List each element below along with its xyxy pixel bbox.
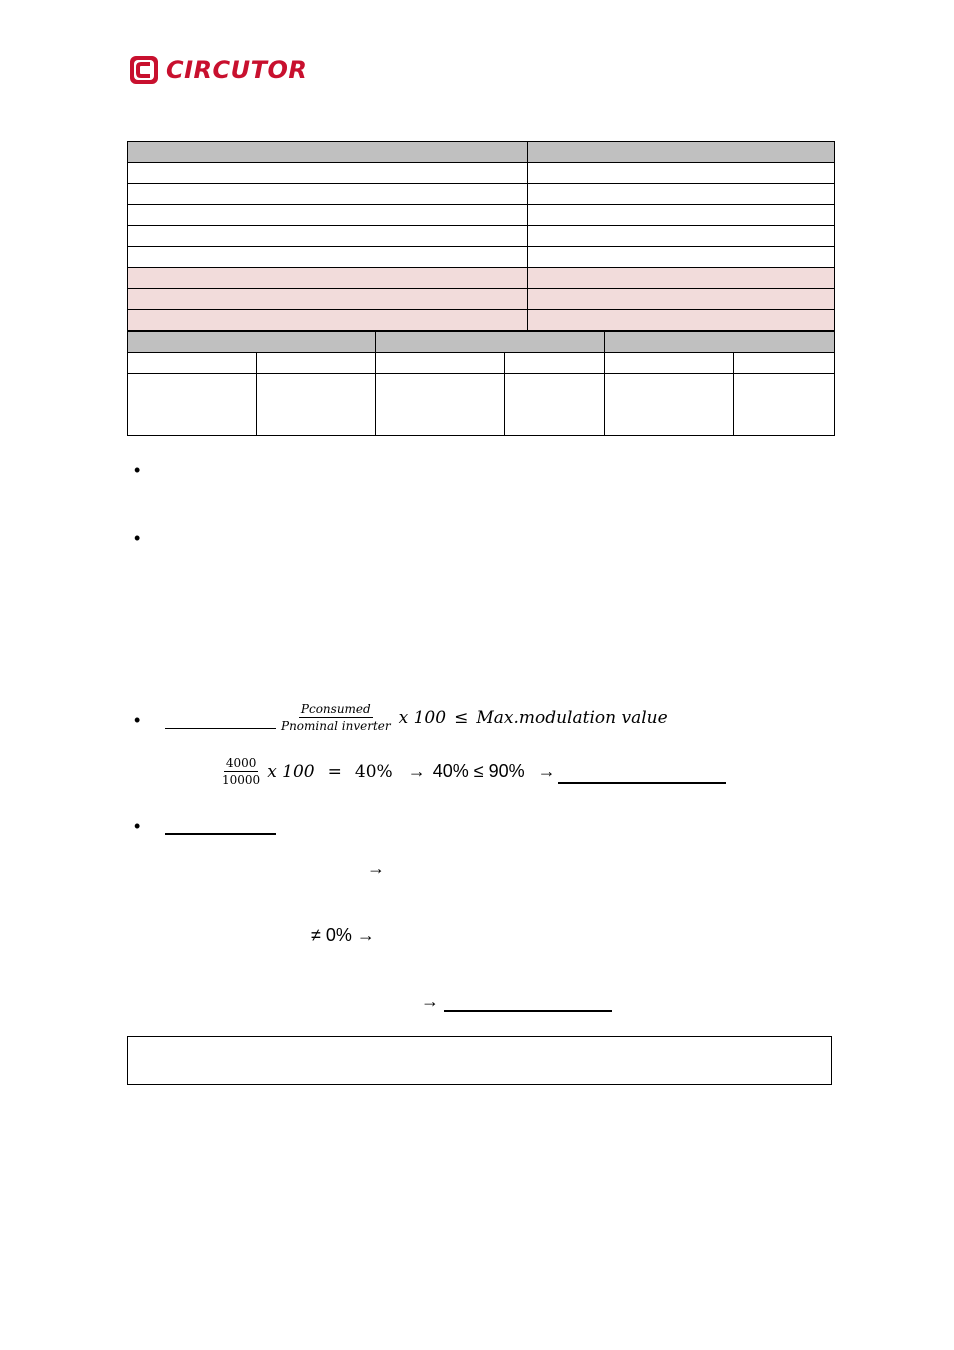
table-row-highlighted [128,268,835,289]
example-numerator: 4000 [225,756,257,770]
arrow-icon: → [407,761,426,781]
table-subheader-row [128,353,835,374]
underlined-blank [165,728,276,729]
example-multiplier: x 100 [267,761,315,782]
note-box [127,1036,832,1085]
table-row [128,184,835,205]
company-logo [128,54,307,86]
example-equals: = [327,761,342,782]
arrow-icon: → [537,761,556,781]
formula-rhs: Max.modulation value [476,707,668,728]
arrow-icon: → [367,858,385,878]
formula-multiplier: x 100 [398,707,447,728]
table-row [128,205,835,226]
formula-operator: ≤ [454,707,469,728]
step-condition [311,925,375,946]
table-row [128,374,835,436]
bullet-point: • [134,710,141,730]
circutor-logo-icon [128,54,160,86]
underlined-blank [444,1010,612,1012]
table-row [128,163,835,184]
example-comparison: 40% ≤ 90% [432,761,525,781]
arrow-icon: → [356,925,375,945]
logo-text: CIRCUTOR [166,56,308,84]
table-row [128,226,835,247]
phase-table [127,331,835,436]
bullet-point: • [134,460,141,480]
not-equal-zero: ≠ 0% [311,925,352,945]
example-result: 40% [354,761,393,782]
bullet-point: • [134,528,141,548]
table-header-row [128,332,835,353]
modulation-formula [281,702,668,733]
bullet-point: • [134,816,141,836]
example-denominator: 10000 [222,773,261,787]
table-row [128,247,835,268]
table-row-highlighted [128,289,835,310]
underlined-blank [558,782,726,784]
arrow-icon: → [421,991,439,1011]
formula-denominator: Pnominal inverter [281,719,391,733]
underlined-blank [165,833,276,835]
table-header-row [128,142,835,163]
parameters-table [127,141,835,331]
example-calculation [222,756,556,787]
example-fraction [222,756,260,787]
formula-numerator: Pconsumed [300,702,371,716]
table-row-highlighted [128,310,835,331]
formula-fraction [281,702,391,733]
